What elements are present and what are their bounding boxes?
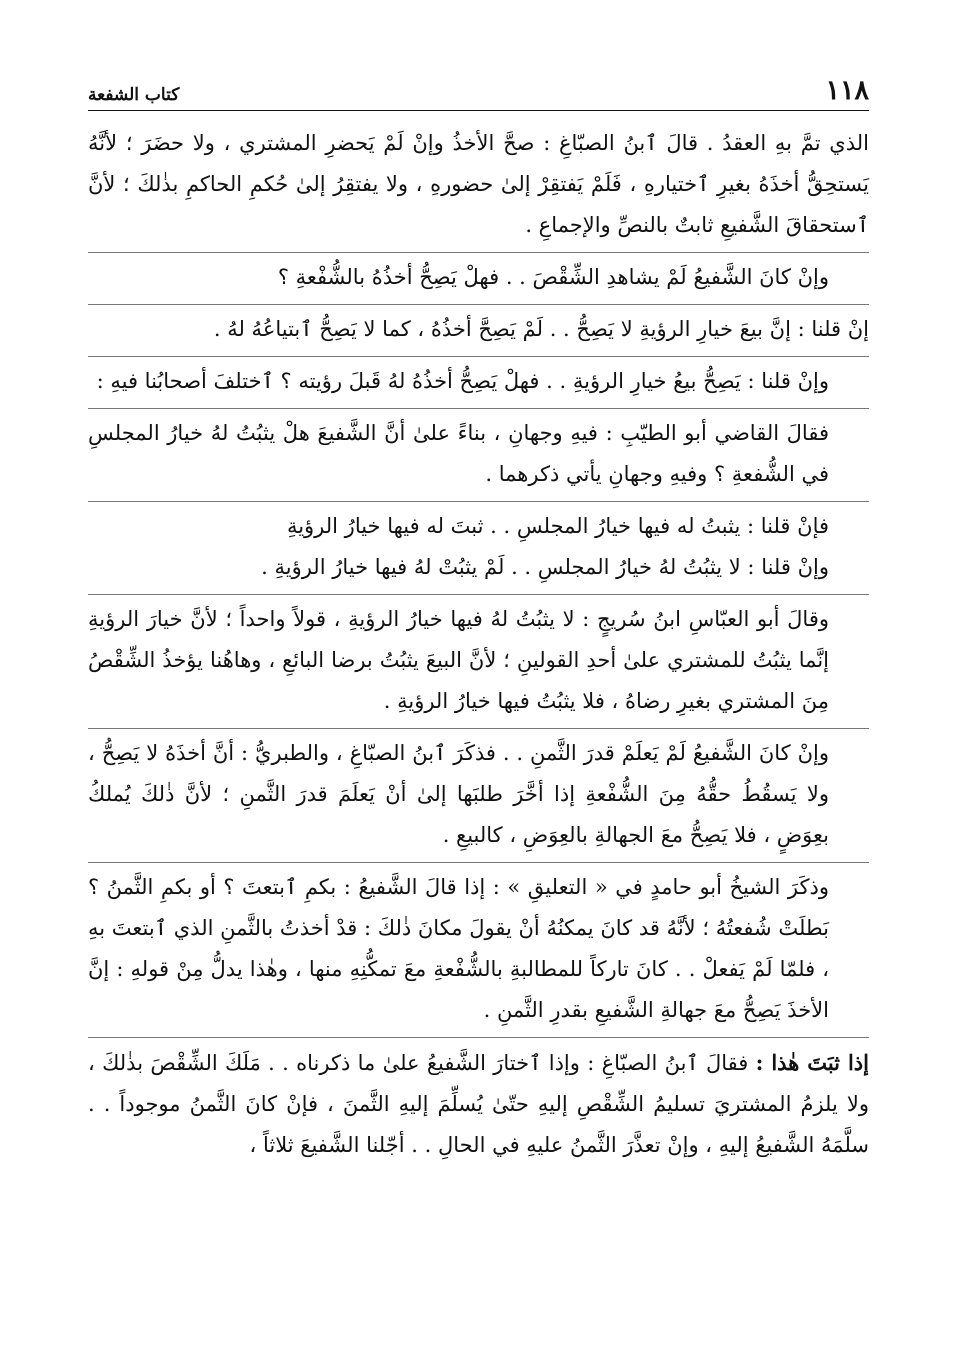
section-lead: إذا ثبَتَ هٰذا : (755, 1050, 869, 1075)
paragraph (88, 305, 869, 357)
text-line: لأنَّهُ يَستحِقُّ أخذَهُ بغيرِ ٱختيارهِ ، فَلَمْ يَفتقِرْ إلىٰ حضورهِ ، ولا يفتقِرُ إلىٰ حُكمِ الحاكمِ (88, 131, 869, 196)
paragraph (88, 119, 869, 253)
text-line: بذٰلكَ ؛ لأنَّ ٱستحقاقَ الشَّفيعِ ثابتٌ بالنصِّ والإجماعِ . (88, 172, 869, 237)
text-line: ٱبتعتَ بهِ ، فلمّا لَمْ يَفعلْ . . كانَ تاركاً للمطالبةِ بالشُّفْعةِ معَ تمكُّنِهِ منها ، وهٰذا يدلُّ مِنْ (88, 916, 829, 981)
text-line: يؤخذُ الشِّقْصُ مِنَ المشتري بغيرِ رضاهُ ، فلا يثبُتُ فيها خيارُ الرؤيةِ . (88, 648, 829, 713)
running-title: كتاب الشفعة (88, 85, 180, 105)
paragraph (88, 253, 869, 305)
text-line: لا يَصِحُّ ، ولا يَسقُطُ حقُّهُ مِنَ الشُّفْعةِ إذا أخَّرَ طلبَها إلىٰ أنْ يَعلَمَ قدرَ الثَّمنِ ؛ لأنَّ ذٰلكَ (88, 741, 829, 806)
paragraph (88, 595, 869, 729)
paragraph (88, 409, 869, 502)
text-line: وقالَ أبو العبّاسِ ابنُ سُريجٍ : لا يثبُتُ لهُ فيها خيارُ الرؤيةِ ، قولاً واحداً ؛ لأنَّ خيارَ (146, 607, 829, 631)
text-line: الثَّمنُ ؟ بَطلَتْ شُفعتُهُ ؛ لأنَّهُ قد كانَ يمكنُهُ أنْ يقولَ مكانَ ذٰلكَ : قدْ أخذتُ بالثَّمنِ الذي (88, 875, 829, 940)
paragraph (88, 502, 869, 595)
paragraph (88, 729, 869, 863)
paragraph (88, 357, 869, 409)
text-line: فقالَ ٱبنُ الصبّاغِ : وإذا ٱختارَ الشَّفيعُ علىٰ ما ذكرناه . . مَلَكَ الشِّقْصَ (150, 1051, 749, 1075)
paragraph (88, 1038, 869, 1172)
text-line: المجلسِ في الشُّفعةِ ؟ وفيهِ وجهانِ يأتي ذكرهما . (88, 421, 829, 486)
paragraph (88, 863, 869, 1038)
text-line: موجوداً . . سلَّمَهُ الشَّفيعُ إليهِ ، وإنْ تعذَّرَ الثَّمنُ عليهِ في الحالِ . . أجّلنا الشَّفيعَ ثلاثاً ، (88, 1092, 869, 1157)
page-header (88, 74, 869, 111)
text-line: وإنْ كانَ الشَّفيعُ لَمْ يشاهدِ الشِّقْصَ . . فهلْ يَصِحُّ أخذُهُ بالشُّفْعةِ ؟ (277, 265, 829, 289)
text-line: وإنْ قلنا : لا يثبُتُ لهُ خيارُ المجلسِ . . لَمْ يثبُتْ لهُ فيها خيارُ الرؤيةِ . (261, 555, 829, 579)
text-line: قولهِ : إنَّ الأخذَ يَصِحُّ معَ جهالةِ الشَّفيعِ بقدرِ الثَّمنِ . (88, 957, 829, 1022)
page-number: ١١٨ (825, 75, 869, 106)
text-line: وذكَرَ الشيخُ أبو حامدٍ في « التعليقِ » : إذا قالَ الشَّفيعُ : بكمِ ٱبتعتَ ؟ أو بكمِ (160, 875, 829, 899)
text-line: فيهِ : (96, 369, 138, 393)
text-line: بذٰلكَ ، ولا يلزمُ المشتريَ تسليمُ الشِّقْصِ إليهِ حتّىٰ يُسلِّمَ إليهِ الثَّمنَ ، فإنْ كانَ الثَّمنُ (88, 1051, 869, 1116)
text-line: الرؤيةِ إنَّما يثبُتُ للمشتري علىٰ أحدِ القولينِ ؛ لأنَّ البيعَ يثبُتُ برضا البائعِ ، وهاهُنا (88, 607, 829, 672)
text-line: إنْ قلنا : إنَّ بيعَ خيارِ الرؤيةِ لا يَصِحُّ . . لَمْ يَصِحَّ أخذُهُ ، كما لا يَصِحُّ ٱبتياعُهُ لهُ . (213, 317, 869, 341)
page-body (88, 119, 869, 1172)
text-line: يُملكُ بعِوَضٍ ، فلا يَصِحُّ معَ الجهالةِ بالعِوَضِ ، كالبيعِ . (88, 782, 829, 847)
text-line: فإنْ قلنا : يثبتُ له فيها خيارُ المجلسِ . . ثبتَ له فيها خيارُ الرؤيةِ (286, 514, 829, 538)
text-line: وإنْ كانَ الشَّفيعُ لَمْ يَعلَمْ قدرَ الثَّمنِ . . فذكَرَ ٱبنُ الصبّاغِ ، والطبريُّ : أنَّ أخذَهُ (165, 741, 829, 765)
text-line: فقالَ القاضي أبو الطيّبِ : فيهِ وجهانِ ، بناءً علىٰ أنَّ الشَّفيعَ هلْ يثبُتُ لهُ خيارُ (167, 421, 829, 445)
text-line: الذي تمَّ بهِ العقدُ . قالَ ٱبنُ الصبّاغِ : صحَّ الأخذُ وإنْ لَمْ يَحضرِ المشتري ، ولا حضَرَ ؛ (125, 131, 869, 155)
text-line: وإنْ قلنا : يَصِحُّ بيعُ خيارِ الرؤيةِ . . فهلْ يَصِحُّ أخذُهُ لهُ قَبلَ رؤيته ؟ ٱختلفَ أصحابُنا (144, 369, 829, 393)
